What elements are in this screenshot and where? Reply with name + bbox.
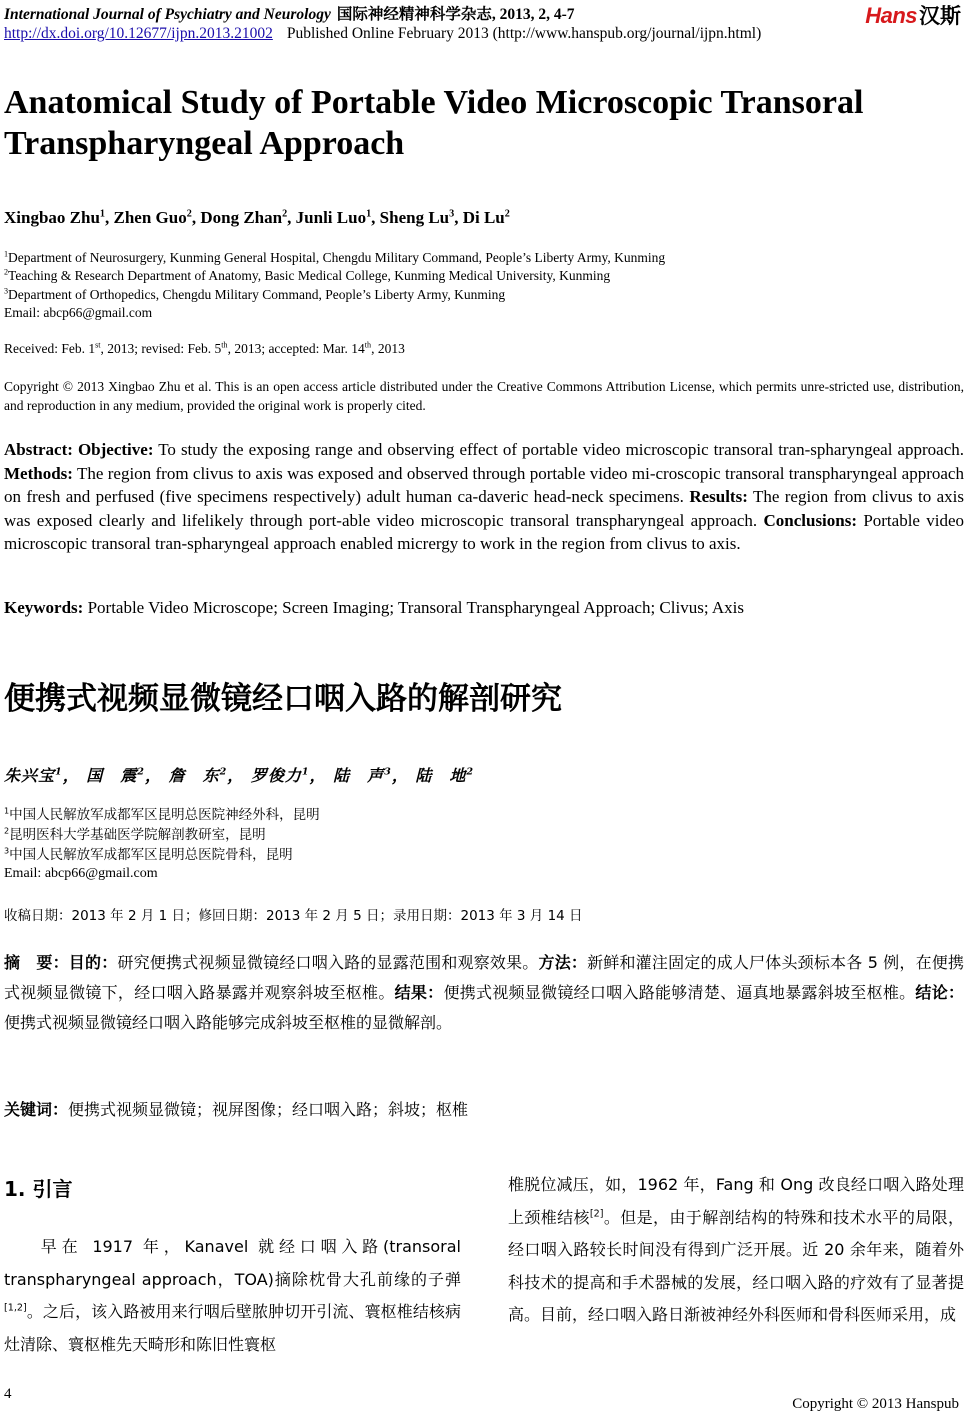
objective-text-cn: 研究便携式视频显微镜经口咽入路的显露范围和观察效果。 xyxy=(117,953,539,972)
aff-text-cn: 中国人民解放军成都军区昆明总医院骨科，昆明 xyxy=(9,847,293,863)
affiliation-en xyxy=(4,267,610,285)
author-aff-sup: 1 xyxy=(99,208,106,220)
aff-num: 3 xyxy=(4,286,9,296)
body-text: 。之后，该入路被用来行咽后壁脓肿切开引流、寰枢椎结核病灶清除、寰枢椎先天畸形和陈旧性寰枢 xyxy=(4,1302,461,1354)
affiliation-en xyxy=(4,286,505,304)
author-name: Di Lu xyxy=(462,208,505,227)
keywords-text: Portable Video Microscope; Screen Imaging; Transoral Transpharyngeal Approach; Clivus; Axis xyxy=(87,598,744,617)
aff-text: Teaching & Research Department of Anatomy, Basic Medical College, Kunming Medical University, Kunming xyxy=(8,268,611,283)
logo-text-cn: 汉斯 xyxy=(919,5,961,28)
body-text: 。但是，由于解剖结构的特殊和技术水平的局限，经口咽入路较长时间没有得到广泛开展。近 20 余年来，随着外科技术的提高和手术器械的发展，经口咽入路的疗效有了显著提高。目前，经口咽入路日渐被神经外科医师和骨科医师采用，成 xyxy=(508,1207,964,1324)
citation-ref: [1,2] xyxy=(4,1302,27,1314)
author-aff-sup: 3 xyxy=(449,208,455,220)
methods-text-cn: 新鲜和灌注固定的成人尸体头颈标本各 5 例，在便携式视频显微镜下，经口咽入路暴露并观察斜坡至枢椎。 xyxy=(4,953,964,1002)
paper-title-cn: 便携式视频显微镜经口咽入路的解剖研究 xyxy=(4,681,562,717)
results-label-cn: 结果： xyxy=(394,983,444,1002)
date-sup: th xyxy=(364,340,372,350)
footer-copyright: Copyright © 2013 Hanspub xyxy=(792,1396,959,1412)
keywords-en xyxy=(4,598,744,618)
author-name-cn: 陆 地 xyxy=(415,766,467,785)
aff-num: 3 xyxy=(4,845,10,856)
author-aff-sup: 2 xyxy=(466,766,475,778)
journal-name: International Journal of Psychiatry and Neurology xyxy=(4,6,331,23)
author-name-cn: 陆 声 xyxy=(333,766,385,785)
author-name-cn: 国 震 xyxy=(86,766,138,785)
objective-text: To study the exposing range and observing effect of portable video microscopic transoral tran-spharyngeal approach. xyxy=(158,440,964,459)
author-aff-sup: 2 xyxy=(137,766,145,778)
date-text: , 2013 xyxy=(371,341,405,356)
keywords-text-cn: 便携式视频显微镜；视屏图像；经口咽入路；斜坡；枢椎 xyxy=(68,1100,469,1119)
logo-text-en: Hans xyxy=(865,3,917,28)
author-list-en: Xingbao Zhu$^1$, Zhen Guo$^2$, Dong Zhan$^2$, Junli Luo$^1$, Sheng Lu$^3$, Di Lu$^2$ xyxy=(4,208,510,227)
affiliation-cn xyxy=(4,826,266,844)
aff-num: 1 xyxy=(4,249,9,259)
aff-num: 2 xyxy=(4,267,9,277)
body-text: 早在 1917 年，Kanavel 就经口咽入路(transoral transpharyngeal approach，TOA)摘除枕骨大孔前缘的子弹 xyxy=(4,1237,461,1289)
objective-label-cn: 目的： xyxy=(68,953,118,972)
aff-num: 1 xyxy=(4,805,10,816)
keywords-cn xyxy=(4,1097,468,1120)
journal-header xyxy=(4,2,963,46)
citation-ref: [2] xyxy=(589,1208,604,1220)
publication-line xyxy=(4,25,761,43)
published-online: Published Online February 2013 (http://www.hanspub.org/journal/ijpn.html) xyxy=(286,25,762,42)
section-heading: 1. 引言 xyxy=(4,1177,73,1201)
affiliation-cn xyxy=(4,846,293,864)
affiliation-en xyxy=(4,249,665,267)
aff-text: Department of Orthopedics, Chengdu Military Command, People’s Liberty Army, Kunming xyxy=(8,287,506,302)
author-name: Dong Zhan xyxy=(200,208,283,227)
author-name-cn: 詹 东 xyxy=(168,766,220,785)
author-name: Zhen Guo xyxy=(113,208,187,227)
results-label: Results: xyxy=(689,487,748,506)
aff-text-cn: 昆明医科大学基础医学院解剖教研室，昆明 xyxy=(9,827,266,843)
keywords-label-cn: 关键词： xyxy=(4,1100,69,1119)
results-text-cn: 便携式视频显微镜经口咽入路能够清楚、逼真地暴露斜坡至枢椎。 xyxy=(443,983,916,1002)
author-name-cn: 朱兴宝 xyxy=(4,766,56,785)
author-aff-sup: 2 xyxy=(282,208,288,220)
affiliation-cn xyxy=(4,806,320,824)
objective-label: Objective: xyxy=(77,440,154,459)
date-text: , 2013; revised: Feb. 5 xyxy=(100,341,222,356)
author-aff-sup: 1 xyxy=(55,766,63,778)
body-column-left xyxy=(4,1231,461,1361)
keywords-label: Keywords: xyxy=(4,598,84,617)
doi-link[interactable]: http://dx.doi.org/10.12677/ijpn.2013.21002 xyxy=(4,25,273,42)
email-en: Email: abcp66@gmail.com xyxy=(4,305,153,320)
author-aff-sup: 1 xyxy=(301,766,310,778)
conclusions-text-cn: 便携式视频显微镜经口咽入路能够完成斜坡至枢椎的显微解剖。 xyxy=(4,1013,453,1032)
author-name: Xingbao Zhu xyxy=(4,208,100,227)
author-aff-sup: 2 xyxy=(219,766,228,778)
date-text: , 2013; accepted: Mar. 14 xyxy=(227,341,365,356)
received-dates-cn: 收稿日期：2013 年 2 月 1 日；修回日期：2013 年 2 月 5 日；录用日期：2013 年 3 月 14 日 xyxy=(4,908,583,924)
journal-name-cn: 国际神经精神科学杂志, 2013, 2, 4-7 xyxy=(336,6,575,23)
body-column-right xyxy=(508,1169,964,1332)
abstract-label: Abstract: xyxy=(4,440,73,459)
conclusions-text: Portable video microscopic transoral tran-spharyngeal approach enabled micrergy to work in the region from clivus to axis. xyxy=(4,510,965,553)
methods-label-cn: 方法： xyxy=(538,953,588,972)
methods-text: The region from clivus to axis was exposed and observed through portable video mi-croscopic transoral transpharyngeal approach on fresh and perfused (five specimens respectively) adult human ca-daveric head-neck specimens. xyxy=(4,463,964,506)
author-aff-sup: 3 xyxy=(384,766,392,778)
author-aff-sup: 2 xyxy=(504,208,510,220)
date-sup: st xyxy=(95,340,101,350)
author-list-cn: 朱兴宝$^1$， 国 震$^2$， 詹 东$^2$， 罗俊力$^1$， 陆 声$^3$， 陆 地$^2$ xyxy=(4,766,475,785)
conclusions-label: Conclusions: xyxy=(763,510,858,530)
aff-text: Department of Neurosurgery, Kunming General Hospital, Chengdu Military Command, People’s Liberty Army, Kunming xyxy=(8,250,666,265)
methods-label: Methods: xyxy=(4,463,73,483)
author-name: Junli Luo xyxy=(295,208,367,227)
abstract-en xyxy=(4,438,964,556)
date-sup: th xyxy=(221,340,228,350)
journal-line xyxy=(4,2,575,24)
abstract-cn xyxy=(4,948,964,1038)
email-cn: Email: abcp66@gmail.com xyxy=(4,866,158,881)
page-number: 4 xyxy=(4,1386,12,1402)
body-text: 椎脱位减压，如，1962 年，Fang 和 Ong 改良经口咽入路处理上颈椎结核 xyxy=(508,1175,964,1227)
copyright-notice: Copyright © 2013 Xingbao Zhu et al. This is an open access article distributed under the Creative Commons Attribution License, which permits unre-stricted use, distribution, and reproduction in any medium, provided the original work is properly cited. xyxy=(4,379,964,413)
author-name: Sheng Lu xyxy=(379,208,450,227)
author-name-cn: 罗俊力 xyxy=(250,766,302,785)
hanspub-logo xyxy=(865,0,961,30)
conclusions-label-cn: 结论： xyxy=(915,983,964,1002)
aff-num: 2 xyxy=(4,825,10,836)
author-aff-sup: 1 xyxy=(366,208,372,220)
author-aff-sup: 2 xyxy=(186,208,192,220)
abstract-label-cn: 摘 要： xyxy=(4,953,69,972)
paper-title-en: Anatomical Study of Portable Video Microscopic Transoral Transpharyngeal Approach xyxy=(4,84,864,162)
received-dates-en xyxy=(4,341,405,357)
results-text: The region from clivus to axis was exposed clearly and lifelikely through port-able video microscopic transoral transpharyngeal approach. xyxy=(4,487,964,530)
aff-text-cn: 中国人民解放军成都军区昆明总医院神经外科，昆明 xyxy=(9,807,320,823)
date-text: Received: Feb. 1 xyxy=(4,341,96,356)
